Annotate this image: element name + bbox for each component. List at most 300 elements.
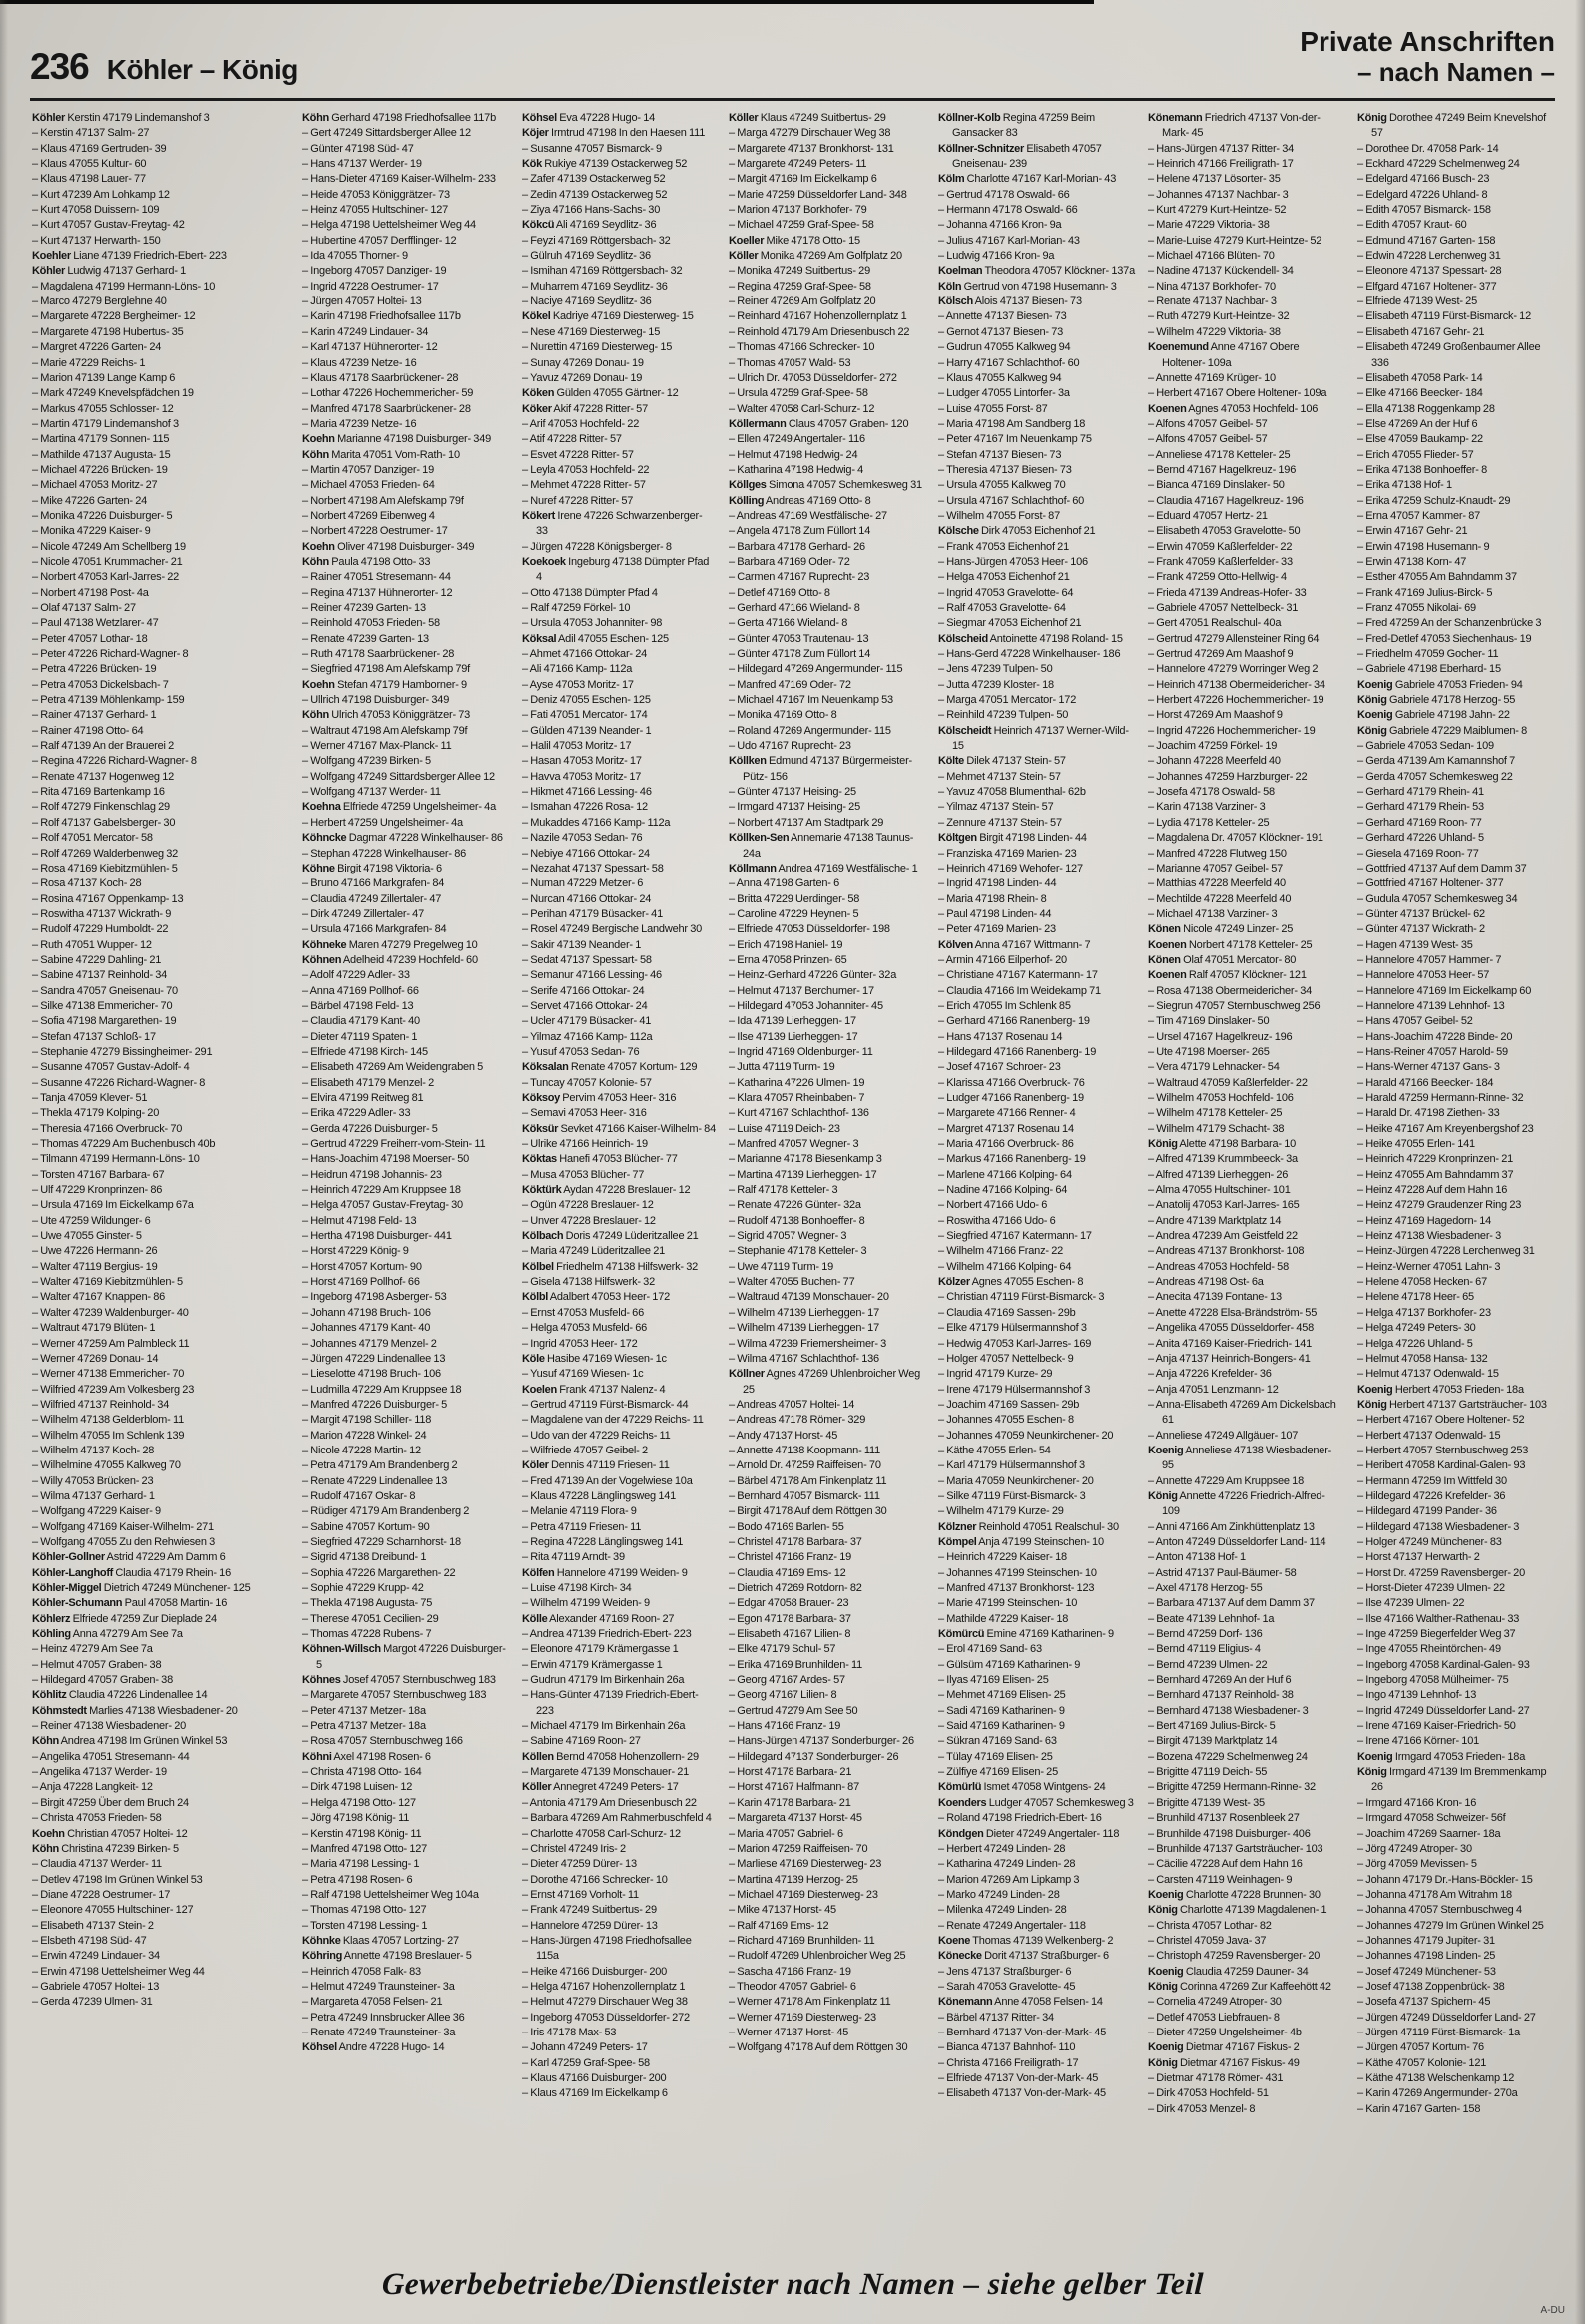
directory-entry: – Gernot 47137 Biesen- 73	[938, 325, 1064, 338]
directory-entry: – Said 47169 Katharinen- 9	[938, 1720, 1065, 1733]
directory-entry: – Herbert 47057 Sternbuschweg 253	[1357, 1444, 1529, 1456]
directory-entry: – Karin 47249 Lindauer- 34	[302, 325, 429, 338]
directory-entry: – Regina 47259 Graf-Spee- 58	[729, 280, 871, 292]
directory-entry: Kölzner Reinhold 47051 Realschul- 30	[938, 1520, 1119, 1533]
directory-entry: Koenig Herbert 47053 Frieden- 18a	[1357, 1383, 1524, 1396]
directory-entry: – Leyla 47053 Hochfeld- 22	[522, 463, 650, 476]
directory-entry: – Johannes 47179 Jupiter- 31	[1357, 1934, 1495, 1947]
directory-entry: – Brunhilde 47137 Gartsträucher- 103	[1148, 1842, 1323, 1855]
directory-entry: – Roswitha 47166 Udo- 6	[938, 1214, 1056, 1227]
section-title: Private Anschriften	[1300, 26, 1555, 57]
directory-entry: – Johanna 47178 Am Witrahm 18	[1357, 1888, 1512, 1901]
directory-entry: – Anna 47198 Garten- 6	[729, 877, 840, 890]
directory-entry: – Michael 47053 Moritz- 27	[32, 479, 158, 492]
directory-entry: – Erwin 47059 Kaßlerfelder- 22	[1148, 540, 1293, 553]
directory-entry: – Serife 47166 Ottokar- 24	[522, 984, 645, 997]
directory-entry: – Ida 47139 Lierheggen- 17	[729, 1015, 856, 1028]
directory-entry: – Manfred 47178 Saarbrückener- 28	[302, 402, 471, 415]
directory-entry: – Hannelore 47279 Worringer Weg 2	[1148, 663, 1319, 676]
directory-entry: – Andreas 47198 Ost- 6a	[1148, 1276, 1264, 1289]
directory-entry: – Reiner 47138 Wiesbadener- 20	[32, 1720, 187, 1733]
directory-entry: – Mechtilde 47228 Meerfeld 40	[1148, 892, 1292, 905]
directory-entry: – Horst-Dieter 47239 Ulmen- 22	[1357, 1582, 1505, 1594]
directory-entry: – Christian 47119 Fürst-Bismarck- 3	[938, 1291, 1105, 1304]
directory-entry: – Cornelia 47249 Atroper- 30	[1148, 1996, 1282, 2009]
directory-entry: Köllner-Kolb Regina 47259 Beim Gansacker 83	[938, 112, 1095, 140]
directory-entry: – Luise 47119 Deich- 23	[729, 1122, 840, 1135]
directory-entry: – Gertrud 47269 Am Maashof 9	[1148, 648, 1294, 661]
directory-entry: – Brigitte 47119 Deich- 55	[1148, 1766, 1268, 1779]
directory-entry: – Heike 47055 Erlen- 141	[1357, 1138, 1475, 1151]
directory-entry: – Hagen 47139 West- 35	[1357, 938, 1473, 951]
directory-entry: – Karin 47198 Friedhofsallee 117b	[302, 310, 461, 323]
directory-entry: – Irmgard 47137 Heising- 25	[729, 801, 861, 814]
directory-entry: – Herbert 47167 Obere Holtener- 109a	[1148, 387, 1327, 400]
directory-entry: – Jürgen 47057 Holtei- 13	[302, 295, 422, 308]
directory-entry: Köjer Irmtrud 47198 In den Haesen 111	[522, 127, 706, 140]
directory-entry: – Werner 47167 Max-Planck- 11	[302, 740, 452, 753]
directory-entry: Kökert Irene 47226 Schwarzenberger- 33	[522, 509, 703, 538]
directory-entry: – Erwin 47198 Husemann- 9	[1357, 540, 1490, 553]
directory-entry: – Anna 47169 Pollhof- 66	[302, 984, 419, 997]
directory-entry: – Yavuz 47269 Donau- 19	[522, 371, 643, 384]
directory-entry: – Jörg 47059 Mevissen- 5	[1357, 1858, 1477, 1871]
directory-entry: – Brunhild 47137 Rosenbleek 27	[1148, 1812, 1300, 1825]
directory-entry: – Helga 47226 Uhland- 5	[1357, 1337, 1473, 1350]
directory-entry: – Stefan 47137 Biesen- 73	[938, 448, 1062, 461]
directory-entry: – Anton 47138 Hof- 1	[1148, 1551, 1246, 1564]
directory-entry: – Erwin 47198 Uettelsheimer Weg 44	[32, 1965, 205, 1978]
directory-entry: – Karl 47137 Hühnerorter- 12	[302, 341, 438, 354]
directory-entry: – Kurt 47167 Schlachthof- 136	[729, 1107, 869, 1120]
directory-entry: – Yilmaz 47137 Stein- 57	[938, 801, 1054, 814]
directory-entry: – Heinz-Gerhard 47226 Günter- 32a	[729, 969, 897, 982]
directory-entry: König Dorothee 47249 Beim Knevelshof 57	[1357, 112, 1547, 140]
directory-entry: – Peter 47167 Im Neuenkamp 75	[938, 433, 1092, 446]
directory-entry: – Andy 47137 Horst- 45	[729, 1429, 838, 1442]
directory-entry: – Martina 47139 Herzog- 25	[729, 1873, 858, 1886]
directory-entry: – Eduard 47057 Hertz- 21	[1148, 509, 1268, 522]
directory-entry: – Giesela 47169 Roon- 77	[1357, 847, 1479, 860]
directory-entry: Köhnen-Willsch Margot 47226 Duisburger- 5	[302, 1643, 506, 1671]
directory-entry: Köllmann Andrea 47169 Westfälische- 1	[729, 862, 918, 874]
directory-entry: – Regina 47137 Hühnerorter- 12	[302, 586, 453, 599]
directory-entry: Köller Klaus 47249 Suitbertus- 29	[729, 112, 886, 124]
directory-entry: – Monika 47229 Kaiser- 9	[32, 525, 151, 538]
directory-entry: – Bert 47169 Julius-Birck- 5	[1148, 1720, 1276, 1733]
directory-entry: – Ingeborg 47058 Kardinal-Galen- 93	[1357, 1658, 1530, 1671]
directory-entry: – Fati 47051 Mercator- 174	[522, 709, 648, 722]
directory-entry: – Michael 47169 Diesterweg- 23	[729, 1888, 878, 1901]
directory-entry: – Hans-Werner 47137 Gans- 3	[1357, 1061, 1500, 1074]
directory-entry: – Gerda 47226 Duisburger- 5	[302, 1122, 438, 1135]
directory-entry: – Roswitha 47137 Wickrath- 9	[32, 907, 172, 920]
directory-entry: – Bianca 47169 Dinslaker- 50	[1148, 479, 1285, 492]
directory-entry: – Thomas 47198 Otto- 127	[302, 1904, 427, 1917]
directory-entry: – Gertrud 47229 Freiherr-vom-Stein- 11	[302, 1138, 486, 1151]
directory-entry: – Heinz 47279 Graudenzer Ring 23	[1357, 1199, 1522, 1212]
directory-entry: – Maria 47166 Overbruck- 86	[938, 1138, 1074, 1151]
directory-entry: – Elisabeth 47119 Fürst-Bismarck- 12	[1357, 310, 1532, 323]
directory-entry: – Wilma 47239 Friemersheimer- 3	[729, 1337, 887, 1350]
directory-entry: Köllner-Schnitzer Elisabeth 47057 Gneisenau- 239	[938, 142, 1102, 171]
directory-entry: – Erich 47055 Im Schlenk 85	[938, 999, 1071, 1012]
directory-entry: – Silke 47138 Emmericher- 70	[32, 999, 173, 1012]
directory-entry: – Sigrid 47057 Wegner- 3	[729, 1230, 847, 1243]
directory-entry: Koenig Irmgard 47053 Frieden- 18a	[1357, 1750, 1526, 1763]
directory-entry: – Nazile 47053 Sedan- 76	[522, 832, 643, 845]
directory-entry: – Hildegard 47199 Pander- 36	[1357, 1505, 1497, 1518]
directory-entry: – Zennure 47137 Stein- 57	[938, 816, 1062, 829]
directory-entry: – Josefa 47137 Spichern- 45	[1357, 1996, 1491, 2009]
directory-entry: Koenders Ludger 47057 Schemkesweg 3	[938, 1796, 1134, 1809]
directory-entry: – Udo van der 47229 Reichs- 11	[522, 1429, 671, 1442]
directory-entry: – Hannelore 47259 Dürer- 13	[522, 1919, 658, 1932]
directory-entry: – Ludger 47166 Ranenberg- 19	[938, 1092, 1084, 1104]
directory-entry: – Roland 47269 Angermunder- 115	[729, 724, 891, 737]
directory-entry: – Johannes 47179 Kant- 40	[302, 1322, 431, 1335]
directory-entry: – Günter 47137 Heising- 25	[729, 786, 856, 799]
directory-entry: Koelen Frank 47137 Nalenz- 4	[522, 1383, 666, 1396]
directory-column	[729, 111, 938, 2056]
directory-entry: – Torsten 47198 Lessing- 1	[302, 1919, 428, 1932]
directory-entry: – Walter 47167 Knappen- 86	[32, 1291, 166, 1304]
directory-entry: – Ursula 47053 Johanniter- 98	[522, 617, 663, 630]
directory-entry: – Gabriele 47198 Eberhard- 15	[1357, 663, 1501, 676]
directory-entry: – Andrea 47239 Am Geistfeld 22	[1148, 1230, 1298, 1243]
directory-entry: – Johannes 47259 Harzburger- 22	[1148, 770, 1308, 783]
directory-entry: – Helga 47057 Gustav-Freytag- 30	[302, 1199, 463, 1212]
directory-entry: – Marianne 47057 Geibel- 57	[1148, 862, 1284, 874]
directory-entry: – Ullrich 47198 Duisburger- 349	[302, 694, 450, 707]
directory-entry: – Renate 47239 Garten- 13	[302, 632, 429, 645]
directory-entry: – Rudolf 47138 Bonhoeffer- 8	[729, 1214, 865, 1227]
directory-entry: – Jutta 47239 Kloster- 18	[938, 678, 1054, 691]
directory-entry: – Frank 47059 Kaßlerfelder- 33	[1148, 555, 1293, 568]
directory-entry: – Musa 47053 Blücher- 77	[522, 1168, 645, 1181]
directory-entry: Köhler-Miggel Dietrich 47249 Münchener- 125	[32, 1582, 251, 1594]
directory-entry: – Alma 47055 Hultschiner- 101	[1148, 1184, 1291, 1197]
directory-entry: Köhler Kerstin 47179 Lindemanshof 3	[32, 112, 210, 124]
directory-entry: – Erika 47138 Hof- 1	[1357, 479, 1452, 492]
directory-entry: – Herbert 47259 Ungelsheimer- 4a	[302, 816, 463, 829]
directory-entry: – Maria 47198 Rhein- 8	[938, 892, 1047, 905]
directory-entry: Köhling Anna 47279 Am See 7a	[32, 1628, 183, 1641]
directory-entry: – Walter 47055 Buchen- 77	[729, 1276, 855, 1289]
directory-entry: – Charlotte 47058 Carl-Schurz- 12	[522, 1827, 681, 1840]
directory-entry: – Paul 47138 Wetzlarer- 47	[32, 617, 159, 630]
directory-entry: – Petra 47137 Metzer- 18a	[302, 1720, 426, 1733]
directory-entry: – Jürgen 47057 Kortum- 76	[1357, 2041, 1484, 2054]
directory-entry: – Christa 47053 Frieden- 58	[32, 1812, 162, 1825]
directory-entry: – Angela 47178 Zum Füllort 14	[729, 525, 871, 538]
directory-entry: Koehn Oliver 47198 Duisburger- 349	[302, 540, 475, 553]
directory-entry: Köhn Andrea 47198 Im Grünen Winkel 53	[32, 1735, 228, 1748]
directory-entry: – Bärbel 47178 Am Finkenplatz 11	[729, 1474, 887, 1487]
directory-entry: – Horst Dr. 47259 Ravensberger- 20	[1357, 1566, 1526, 1579]
directory-entry: – Otto 47138 Dümpter Pfad 4	[522, 586, 658, 599]
directory-entry: – Michael 47167 Im Neuenkamp 53	[729, 694, 893, 707]
directory-entry: – Margareta 47137 Horst- 45	[729, 1812, 862, 1825]
directory-entry: Koenig Gabriele 47053 Frieden- 94	[1357, 678, 1523, 691]
directory-entry: Könen Nicole 47249 Linzer- 25	[1148, 923, 1294, 936]
directory-entry: Köhneke Maren 47279 Pregelweg 10	[302, 938, 478, 951]
directory-entry: – Sunay 47269 Donau- 19	[522, 356, 644, 369]
directory-entry: – Jürgen 47249 Düsseldorfer Land- 27	[1357, 2011, 1536, 2024]
directory-entry: König Alette 47198 Barbara- 10	[1148, 1138, 1297, 1151]
directory-entry: – Johann 47198 Bruch- 106	[302, 1306, 431, 1319]
header-right	[1300, 26, 1555, 88]
directory-entry: – Elke 47179 Schul- 57	[729, 1643, 836, 1656]
directory-entry: – Hans-Jürgen 47137 Ritter- 34	[1148, 142, 1295, 155]
directory-entry: – Ursel 47167 Hagelkreuz- 196	[1148, 1030, 1293, 1043]
directory-entry: Kölm Charlotte 47167 Karl-Morian- 43	[938, 173, 1117, 186]
directory-entry: – Johannes 47055 Eschen- 8	[938, 1414, 1074, 1427]
directory-entry: – Renate 47249 Traunsteiner- 3a	[302, 2026, 456, 2038]
directory-entry: – Margarete 47249 Peters- 11	[729, 158, 867, 171]
directory-entry: – Thomas 47057 Wald- 53	[729, 356, 851, 369]
directory-entry: – Gerhard 47166 Wieland- 8	[729, 602, 860, 614]
directory-entry: – Heike 47167 Am Kreyenbergshof 23	[1357, 1122, 1534, 1135]
directory-entry: – Hermann 47259 Im Wittfeld 30	[1357, 1474, 1507, 1487]
directory-entry: – Monika 47249 Suitbertus- 29	[729, 265, 871, 278]
directory-entry: Köksoy Pervim 47053 Heer- 316	[522, 1092, 677, 1104]
directory-entry: – Helmut 47058 Hansa- 132	[1357, 1352, 1488, 1365]
directory-entry: – Wilfriede 47057 Geibel- 2	[522, 1444, 648, 1456]
directory-entry: – Walter 47239 Waldenburger- 40	[32, 1306, 189, 1319]
directory-entry: – Barbara 47178 Gerhard- 26	[729, 540, 865, 553]
directory-entry: – Edgar 47058 Brauer- 23	[729, 1597, 849, 1610]
directory-entry: – Heinrich 47138 Obermeidericher- 34	[1148, 678, 1325, 691]
page-edge-right	[1575, 0, 1585, 2324]
directory-column	[938, 111, 1148, 2102]
directory-entry: – Christiane 47167 Katermann- 17	[938, 969, 1098, 982]
page-edge-top	[0, 0, 1094, 4]
directory-entry: – Luise 47055 Forst- 87	[938, 402, 1048, 415]
directory-entry: – Irene 47166 Körner- 101	[1357, 1735, 1480, 1748]
directory-entry: – Anatolij 47053 Karl-Jarres- 165	[1148, 1199, 1300, 1212]
directory-entry: – Erwin 47179 Krämergasse 1	[522, 1658, 663, 1671]
directory-entry: Könemann Friedrich 47137 Von-der-Mark- 45	[1148, 112, 1321, 140]
directory-entry: – Margarete 47166 Renner- 4	[938, 1107, 1076, 1120]
directory-entry: Kölscheidt Heinrich 47137 Werner-Wild- 15	[938, 724, 1129, 753]
directory-entry: Kölsch Alois 47137 Biesen- 73	[938, 295, 1082, 308]
directory-entry: Köllken Edmund 47137 Bürgermeister-Pütz- 156	[729, 755, 913, 783]
directory-entry: – Anton 47249 Düsseldorfer Land- 114	[1148, 1535, 1326, 1548]
directory-entry: – Reinhard 47167 Hohenzollernplatz 1	[729, 310, 907, 323]
directory-entry: – Wilhelm 47139 Lierheggen- 17	[729, 1322, 879, 1335]
directory-entry: – Thekla 47179 Kolping- 20	[32, 1107, 160, 1120]
directory-entry: – Gisela 47138 Hilfswerk- 32	[522, 1276, 656, 1289]
directory-entry: – Sigrid 47138 Dreibund- 1	[302, 1551, 427, 1564]
directory-entry: – Christa 47057 Lothar- 82	[1148, 1919, 1272, 1932]
directory-entry: – Eleonore 47179 Krämergasse 1	[522, 1643, 679, 1656]
directory-entry: – Elisabeth 47167 Gehr- 21	[1357, 325, 1485, 338]
directory-entry: – Semavi 47053 Heer- 316	[522, 1107, 647, 1120]
directory-entry: – Maria 47057 Gabriel- 6	[729, 1827, 843, 1840]
directory-entry: – Bianca 47137 Bahnhof- 110	[938, 2041, 1076, 2054]
directory-entry: – Hans-Jürgen 47137 Sonderburger- 26	[729, 1735, 914, 1748]
directory-entry: – Renate 47229 Lindenallee 13	[302, 1474, 448, 1487]
directory-entry: – Maria 47059 Neunkirchener- 20	[938, 1474, 1094, 1487]
directory-entry: – Ingeborg 47053 Düsseldorfer- 272	[522, 2011, 690, 2024]
directory-entry: – Annette 47138 Koopmann- 111	[729, 1444, 881, 1456]
directory-entry: – Bodo 47169 Barlen- 55	[729, 1520, 844, 1533]
directory-entry: – Torsten 47167 Barbara- 67	[32, 1168, 165, 1181]
directory-entry: – Mike 47137 Horst- 45	[729, 1904, 836, 1917]
directory-entry: – Arif 47053 Hochfeld- 22	[522, 417, 640, 430]
directory-entry: – Marliese 47169 Diesterweg- 23	[729, 1858, 882, 1871]
directory-entry: – Gülden 47139 Neander- 1	[522, 724, 652, 737]
directory-entry: Köhler-Schumann Paul 47058 Martin- 16	[32, 1597, 228, 1610]
directory-entry: – Else 47269 An der Huf 6	[1357, 417, 1478, 430]
directory-entry: – Günter 47137 Brückel- 62	[1357, 907, 1485, 920]
directory-entry: – Eckhard 47229 Schelmenweg 24	[1357, 158, 1520, 171]
directory-entry: – Edelgard 47226 Uhland- 8	[1357, 188, 1488, 201]
directory-entry: – Barbara 47169 Oder- 72	[729, 555, 850, 568]
directory-entry: – Monika 47169 Otto- 8	[729, 709, 837, 722]
section-subtitle: – nach Namen –	[1357, 57, 1555, 87]
directory-entry: – Harald Dr. 47198 Ziethen- 33	[1357, 1107, 1500, 1120]
directory-entry: – Kurt 47137 Herwarth- 150	[32, 234, 161, 247]
directory-entry: – Waltraut 47179 Blüten- 1	[32, 1322, 156, 1335]
directory-entry: – Marianne 47178 Biesenkamp 3	[729, 1153, 882, 1166]
directory-entry: – Petra 47249 Innsbrucker Allee 36	[302, 2011, 465, 2024]
directory-entry: – Franz 47055 Nikolai- 69	[1357, 602, 1476, 614]
directory-entry: – Rosa 47057 Sternbuschweg 166	[302, 1735, 463, 1748]
directory-entry: König Irmgard 47139 Im Bremmenkamp 26	[1357, 1766, 1547, 1794]
directory-entry: Köndgen Dieter 47249 Angertaler- 118	[938, 1827, 1120, 1840]
directory-entry: – Gertrud 47279 Am See 50	[729, 1704, 858, 1717]
directory-entry: – Johannes 47059 Neunkirchener- 20	[938, 1429, 1114, 1442]
directory-entry: – Yusuf 47053 Sedan- 76	[522, 1045, 640, 1058]
directory-entry: – Barbara 47137 Auf dem Damm 37	[1148, 1597, 1315, 1610]
directory-entry: – Gerhard 47169 Roon- 77	[1357, 816, 1482, 829]
directory-entry: – Petra 47198 Rosen- 6	[302, 1873, 413, 1886]
directory-entry: – Holger 47249 Münchener- 83	[1357, 1535, 1502, 1548]
directory-entry: – Ingrid 47198 Linden- 44	[938, 877, 1057, 890]
directory-entry: – Helmut 47198 Hedwig- 24	[729, 448, 858, 461]
directory-entry: – Holger 47057 Nettelbeck- 9	[938, 1352, 1074, 1365]
directory-entry: – Christel 47166 Franz- 19	[729, 1551, 852, 1564]
directory-entry: – Joachim 47169 Sassen- 29b	[938, 1398, 1080, 1411]
directory-entry: – Manfred 47198 Otto- 127	[302, 1842, 428, 1855]
directory-entry: Koenen Norbert 47178 Ketteler- 25	[1148, 938, 1313, 951]
directory-entry: – Nebiye 47166 Ottokar- 24	[522, 847, 650, 860]
directory-entry: – Dorothe 47166 Schrecker- 10	[522, 1873, 668, 1886]
directory-entry: – Heinrich 47229 Kronprinzen- 21	[1357, 1153, 1514, 1166]
directory-entry: – Norbert 47198 Post- 4a	[32, 586, 149, 599]
directory-entry: – Elisabeth 47179 Menzel- 2	[302, 1076, 435, 1089]
directory-entry: – Annette 47137 Biesen- 73	[938, 310, 1067, 323]
directory-entry: – Gudrun 47179 Im Birkenhain 26a	[522, 1674, 685, 1687]
directory-entry: – Maria 47198 Lessing- 1	[302, 1858, 420, 1871]
directory-entry: Kömürcü Emine 47169 Katharinen- 9	[938, 1628, 1114, 1641]
directory-entry: – Lothar 47226 Hochemmericher- 59	[302, 387, 474, 400]
directory-entry: – Helmut 47198 Feld- 13	[302, 1214, 417, 1227]
directory-entry: – Gerda 47057 Schemkesweg 22	[1357, 770, 1513, 783]
directory-entry: – Margarete 47139 Monschauer- 21	[522, 1766, 690, 1779]
directory-entry: – Rainer 47051 Stresemann- 44	[302, 571, 451, 584]
directory-entry: Kölling Andreas 47169 Otto- 8	[729, 494, 871, 507]
directory-entry: – Jörg 47249 Atroper- 30	[1357, 1842, 1472, 1855]
directory-entry: – Gerhard 47166 Ranenberg- 19	[938, 1015, 1090, 1028]
directory-entry: König Herbert 47137 Gartsträucher- 103	[1357, 1398, 1547, 1411]
directory-entry: – Alfons 47057 Geibel- 57	[1148, 433, 1268, 446]
directory-entry: – Antonia 47179 Am Driesenbusch 22	[522, 1796, 697, 1809]
directory-entry: – Deniz 47055 Eschen- 125	[522, 694, 651, 707]
directory-entry: – Birgit 47259 Über dem Bruch 24	[32, 1796, 189, 1809]
directory-entry: – Claudia 47167 Hagelkreuz- 196	[1148, 494, 1304, 507]
directory-entry: – Ralf 47198 Uettelsheimer Weg 104a	[302, 1888, 479, 1901]
directory-entry: – Elfriede 47198 Kirch- 145	[302, 1045, 428, 1058]
directory-entry: – Iris 47178 Max- 53	[522, 2026, 617, 2038]
directory-entry: – Reiner 47239 Garten- 13	[302, 602, 426, 614]
directory-entry: – Unver 47228 Breslauer- 12	[522, 1214, 656, 1227]
directory-entry: – Günter 47198 Süd- 47	[302, 142, 414, 155]
directory-entry: Köhnke Klaas 47057 Lortzing- 27	[302, 1934, 459, 1947]
directory-entry: – Martin 47179 Lindemanshof 3	[32, 417, 179, 430]
directory-entry: – Petra 47139 Möhlenkamp- 159	[32, 694, 185, 707]
directory-entry: – Gudula 47057 Schemkesweg 34	[1357, 892, 1518, 905]
directory-entry: – Waltraud 47139 Monschauer- 20	[729, 1291, 889, 1304]
directory-entry: Köhn Ulrich 47053 Königgrätzer- 73	[302, 709, 471, 722]
directory-entry: – Ahmet 47166 Ottokar- 24	[522, 648, 648, 661]
directory-entry: – Helga 47198 Uettelsheimer Weg 44	[302, 219, 476, 232]
directory-entry: – Irene 47179 Hülsermannshof 3	[938, 1383, 1091, 1396]
directory-entry: – Ursula 47055 Kalkweg 70	[938, 479, 1066, 492]
directory-entry: – Ernst 47053 Musfeld- 66	[522, 1306, 645, 1319]
directory-entry: – Siegfried 47229 Scharnhorst- 18	[302, 1535, 461, 1548]
directory-entry: – Hans 47137 Rosenau 14	[938, 1030, 1063, 1043]
directory-entry: – Renate 47249 Angertaler- 118	[938, 1919, 1086, 1932]
directory-entry: – Uwe 47055 Ginster- 5	[32, 1230, 142, 1243]
directory-entry: – Carsten 47119 Weinhagen- 9	[1148, 1873, 1293, 1886]
directory-entry: Köler Dennis 47119 Friesen- 11	[522, 1459, 670, 1472]
directory-entry: – Walter 47119 Bergius- 19	[32, 1260, 158, 1273]
directory-entry: – Hildegard 47138 Wiesbadener- 3	[1357, 1520, 1520, 1533]
directory-entry: – Joachim 47259 Förkel- 19	[1148, 740, 1278, 753]
directory-entry: – Angelika 47051 Stresemann- 44	[32, 1750, 190, 1763]
directory-entry: – Ayse 47053 Moritz- 17	[522, 678, 634, 691]
directory-entry: – Erwin 47138 Korn- 47	[1357, 555, 1467, 568]
directory-entry: – Edith 47057 Bismarck- 158	[1357, 204, 1491, 217]
directory-entry: – Nadine 47137 Kückendell- 34	[1148, 265, 1294, 278]
directory-entry: – Peter 47169 Marien- 23	[938, 923, 1056, 936]
directory-entry: – Norbert 47269 Eibenweg 4	[302, 509, 435, 522]
directory-entry: Köktürk Aydan 47228 Breslauer- 12	[522, 1184, 691, 1197]
directory-entry: – Marion 47259 Raiffeisen- 70	[729, 1842, 868, 1855]
directory-entry: – Elvira 47199 Reitweg 81	[302, 1092, 424, 1104]
directory-entry: – Wolfgang 47249 Sittardsberger Allee 12	[302, 770, 495, 783]
directory-entry: – Heinz 47138 Wiesbadener- 3	[1357, 1230, 1502, 1243]
directory-entry: – Nadine 47166 Kolping- 64	[938, 1184, 1068, 1197]
directory-entry: Kölbel Friedhelm 47138 Hilfswerk- 32	[522, 1260, 699, 1273]
directory-entry: – Christel 47249 Iris- 2	[522, 1842, 626, 1855]
directory-entry: Könecke Dorit 47137 Straßburger- 6	[938, 1950, 1109, 1963]
directory-entry: – Zülfiye 47169 Elisen- 25	[938, 1766, 1058, 1779]
directory-entry: – Dietmar 47178 Römer- 431	[1148, 2072, 1284, 2084]
directory-entry: – Tuncay 47057 Kolonie- 57	[522, 1076, 652, 1089]
directory-entry: – Sabine 47137 Reinhold- 34	[32, 969, 168, 982]
directory-entry: – Caroline 47229 Heynen- 5	[729, 907, 859, 920]
directory-entry: – Nurcan 47166 Ottokar- 24	[522, 892, 652, 905]
directory-column	[30, 111, 302, 2011]
directory-entry: – Bernd 47259 Dorf- 136	[1148, 1628, 1263, 1641]
directory-entry: – Siegfried 47198 Am Alefskamp 79f	[302, 663, 471, 676]
directory-entry: – Franziska 47169 Marien- 23	[938, 847, 1077, 860]
directory-entry: – Gülsüm 47169 Katharinen- 9	[938, 1658, 1081, 1671]
